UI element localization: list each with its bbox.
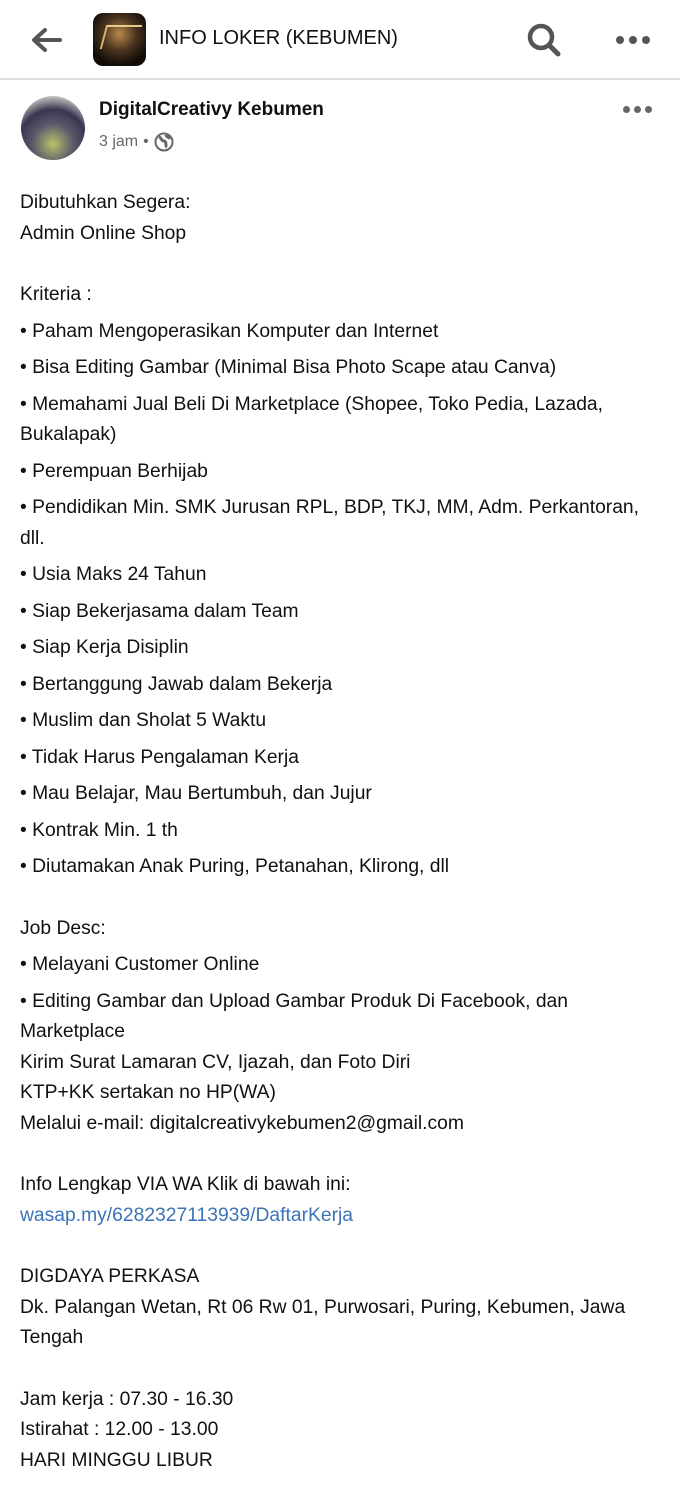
post-options-icon[interactable]	[623, 106, 656, 113]
post-body	[20, 188, 660, 1476]
kriteria-label: Kriteria :	[20, 284, 92, 305]
wa-link[interactable]: wasap.my/6282327113939/DaftarKerja	[20, 1204, 353, 1226]
hours-line: HARI MINGGU LIBUR	[20, 1449, 213, 1471]
author-name[interactable]: DigitalCreativy Kebumen	[99, 99, 324, 120]
bullet-item: • Pendidikan Min. SMK Jurusan RPL, BDP, TKJ, MM, Adm. Perkantoran, dll.	[20, 497, 640, 549]
hours-line: Istirahat : 12.00 - 13.00	[20, 1419, 219, 1440]
bullet-item: • Bertanggung Jawab dalam Bekerja	[20, 673, 333, 695]
bullet-item: • Mau Belajar, Mau Bertumbuh, dan Jujur	[20, 783, 372, 804]
bullet-item: • Siap Bekerjasama dalam Team	[20, 600, 299, 622]
apply-line: Kirim Surat Lamaran CV, Ijazah, dan Foto Diri	[20, 1051, 411, 1073]
apply-email: Melalui e-mail: digitalcreativykebumen2@gmail.com	[20, 1112, 464, 1134]
info-label: Info Lengkap VIA WA Klik di bawah ini:	[20, 1174, 351, 1195]
hours-line: Jam kerja : 07.30 - 16.30	[20, 1388, 234, 1410]
kriteria-list	[20, 317, 660, 883]
bullet-item: • Siap Kerja Disiplin	[20, 637, 189, 658]
bullet-item: • Kontrak Min. 1 th	[20, 819, 178, 841]
company-address: Dk. Palangan Wetan, Rt 06 Rw 01, Purwosari, Puring, Kebumen, Jawa Tengah	[20, 1296, 626, 1348]
top-bar	[0, 0, 680, 80]
group-title[interactable]: INFO LOKER (KEBUMEN)	[159, 27, 398, 49]
bullet-item: • Memahami Jual Beli Di Marketplace (Shopee, Toko Pedia, Lazada, Bukalapak)	[20, 393, 603, 445]
back-arrow-icon[interactable]	[28, 24, 64, 56]
jobdesc-list	[20, 950, 660, 1048]
post-time[interactable]: 3 jam	[99, 133, 139, 150]
bullet-item: • Perempuan Berhijab	[20, 460, 208, 482]
search-icon[interactable]	[526, 22, 562, 58]
more-options-icon[interactable]	[616, 36, 655, 44]
bullet-item: • Tidak Harus Pengalaman Kerja	[20, 746, 299, 768]
globe-icon	[154, 132, 174, 152]
author-avatar[interactable]	[21, 96, 85, 160]
post-meta	[99, 132, 174, 152]
bullet-item: • Editing Gambar dan Upload Gambar Produk Di Facebook, dan Marketplace	[20, 990, 568, 1042]
meta-separator: •	[143, 133, 149, 150]
bullet-item: • Usia Maks 24 Tahun	[20, 564, 207, 585]
company-name: DIGDAYA PERKASA	[20, 1266, 200, 1287]
group-icon[interactable]	[93, 13, 146, 66]
intro-line: Dibutuhkan Segera:	[20, 192, 191, 213]
jobdesc-label: Job Desc:	[20, 917, 106, 939]
bullet-item: • Bisa Editing Gambar (Minimal Bisa Photo Scape atau Canva)	[20, 357, 557, 378]
bullet-item: • Diutamakan Anak Puring, Petanahan, Klirong, dll	[20, 856, 450, 877]
bullet-item: • Muslim dan Sholat 5 Waktu	[20, 710, 267, 731]
apply-line: KTP+KK sertakan no HP(WA)	[20, 1082, 276, 1103]
bullet-item: • Paham Mengoperasikan Komputer dan Internet	[20, 320, 439, 342]
intro-line: Admin Online Shop	[20, 222, 187, 244]
bullet-item: • Melayani Customer Online	[20, 954, 260, 975]
